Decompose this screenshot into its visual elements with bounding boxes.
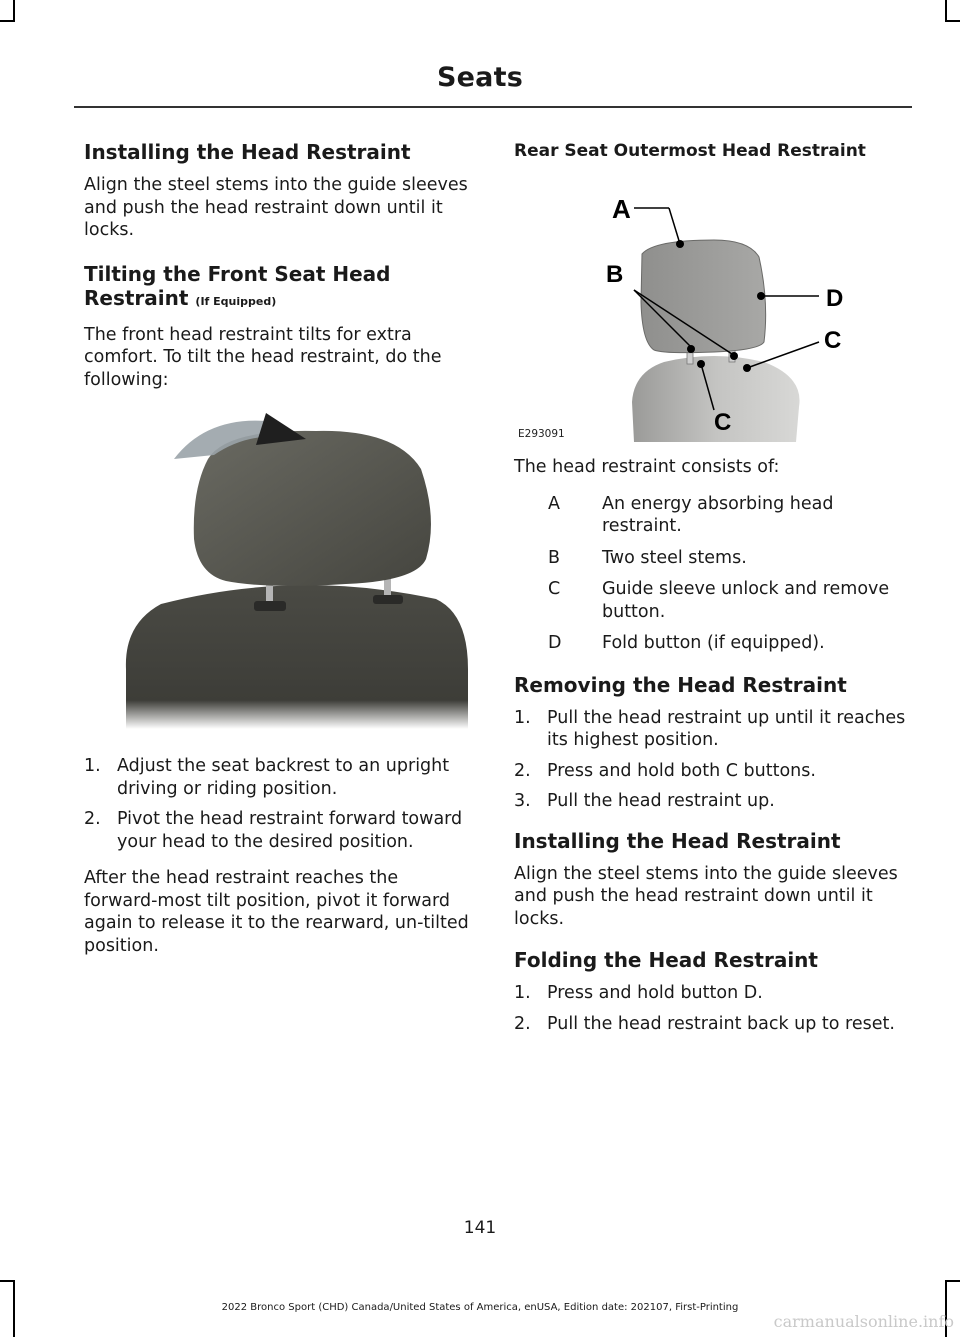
- header-divider: [74, 106, 912, 108]
- callout-label-c1: C: [824, 327, 842, 354]
- callout-dot-c1: [743, 364, 751, 372]
- tilting-steps: [84, 755, 476, 853]
- callout-label-d: D: [826, 285, 844, 312]
- installing-text-left: Align the steel stems into the guide sleeves and push the head restraint down until it locks.: [84, 175, 468, 240]
- step-text: Pull the head restraint back up to reset.: [547, 1013, 895, 1034]
- rear-head-restraint-svg: [514, 172, 894, 442]
- step-number: 3.: [514, 791, 531, 811]
- callout-dot-c2: [697, 360, 705, 368]
- step-text: Pull the head restraint up.: [547, 791, 775, 811]
- rear-head-restraint-illustration: [514, 172, 894, 442]
- list-item: [514, 982, 910, 1005]
- callout-label-b: B: [606, 261, 624, 288]
- list-item: [84, 755, 476, 800]
- front-head-restraint-illustration: [116, 409, 476, 729]
- crop-mark-top-right-v: [945, 0, 947, 22]
- edition-footer: 2022 Bronco Sport (CHD) Canada/United States of America, enUSA, Edition date: 202107, First-Printing: [221, 1302, 739, 1313]
- crop-mark-top-left-v: [13, 0, 15, 22]
- head-restraint-cushion: [194, 431, 431, 586]
- callout-dot-a: [676, 240, 684, 248]
- tilting-heading: [84, 262, 476, 314]
- step-number: 1.: [514, 983, 531, 1003]
- legend-desc: Two steel stems.: [602, 547, 747, 568]
- tilting-heading-line1: Tilting the Front Seat Head: [84, 261, 391, 286]
- removing-heading: Removing the Head Restraint: [514, 672, 847, 697]
- legend-desc: An energy absorbing head restraint.: [602, 493, 834, 536]
- legend-desc: Guide sleeve unlock and remove button.: [602, 579, 890, 622]
- step-number: 2.: [514, 1013, 531, 1034]
- callout-line-a-leg: [669, 208, 680, 244]
- crop-mark-bottom-right-h: [945, 1280, 960, 1282]
- installing-text-right: Align the steel stems into the guide sleeves and push the head restraint down until it locks.: [514, 863, 898, 929]
- removing-steps: [514, 707, 910, 813]
- right-column: [514, 140, 910, 1049]
- page-number: 141: [463, 1218, 497, 1238]
- callout-label-c2: C: [714, 409, 732, 436]
- list-item: [514, 707, 910, 752]
- legend-key: B: [548, 547, 561, 568]
- callout-label-a: A: [612, 194, 631, 224]
- list-item: [84, 808, 476, 853]
- crop-mark-bottom-left-h: [0, 1280, 15, 1282]
- list-item: [514, 1013, 910, 1036]
- legend-key: C: [548, 579, 561, 599]
- list-item: [514, 760, 910, 783]
- if-equipped-note: (If Equipped): [195, 294, 277, 308]
- tilting-after-text: After the head restraint reaches the forward-most tilt position, pivot it forward again to release it to the rearward, un-tilted position.: [84, 868, 469, 956]
- seat-backrest: [126, 585, 468, 729]
- installing-heading-right: Installing the Head Restraint: [514, 828, 841, 853]
- step-text: Pivot the head restraint forward toward your head to the desired position.: [117, 809, 463, 852]
- step-number: 2.: [84, 809, 101, 829]
- tilting-intro: The front head restraint tilts for extra comfort. To tilt the head restraint, do the following:: [84, 324, 442, 390]
- sleeve-right: [373, 595, 403, 604]
- step-number: 1.: [84, 756, 101, 776]
- installing-heading-left: Installing the Head Restraint: [84, 140, 411, 164]
- watermark-text: carmanualsonline.info: [773, 1312, 954, 1331]
- list-item: [548, 493, 910, 538]
- tilting-heading-line2: Restraint: [84, 285, 189, 310]
- legend-key: A: [548, 493, 560, 514]
- callout-dot-b1: [687, 345, 695, 353]
- step-number: 2.: [514, 760, 531, 781]
- step-text: Press and hold button D.: [547, 983, 763, 1003]
- sleeve-left: [254, 601, 286, 611]
- crop-mark-top-right-h: [945, 20, 960, 22]
- list-item: [548, 632, 910, 655]
- callout-dot-b2: [730, 352, 738, 360]
- step-text: Pull the head restraint up until it reaches its highest position.: [547, 707, 906, 750]
- step-text: Press and hold both C buttons.: [547, 760, 816, 781]
- page-header-title: Seats: [437, 62, 523, 93]
- folding-heading: Folding the Head Restraint: [514, 948, 818, 972]
- left-column: [84, 140, 476, 971]
- legend-key: D: [548, 633, 562, 653]
- list-item: [548, 578, 910, 623]
- folding-steps: [514, 982, 910, 1035]
- crop-mark-top-left-h: [0, 20, 15, 22]
- list-item: [548, 547, 910, 570]
- callout-dot-d: [757, 292, 765, 300]
- figure-id: E293091: [518, 428, 565, 440]
- legend-desc: Fold button (if equipped).: [602, 633, 825, 653]
- legend-list: [548, 493, 910, 655]
- step-number: 1.: [514, 707, 531, 728]
- rear-seat-heading: Rear Seat Outermost Head Restraint: [514, 141, 866, 161]
- list-item: [514, 790, 910, 813]
- front-head-restraint-svg: [116, 409, 476, 729]
- step-text: Adjust the seat backrest to an upright driving or riding position.: [117, 756, 450, 799]
- consists-intro: The head restraint consists of:: [514, 457, 780, 477]
